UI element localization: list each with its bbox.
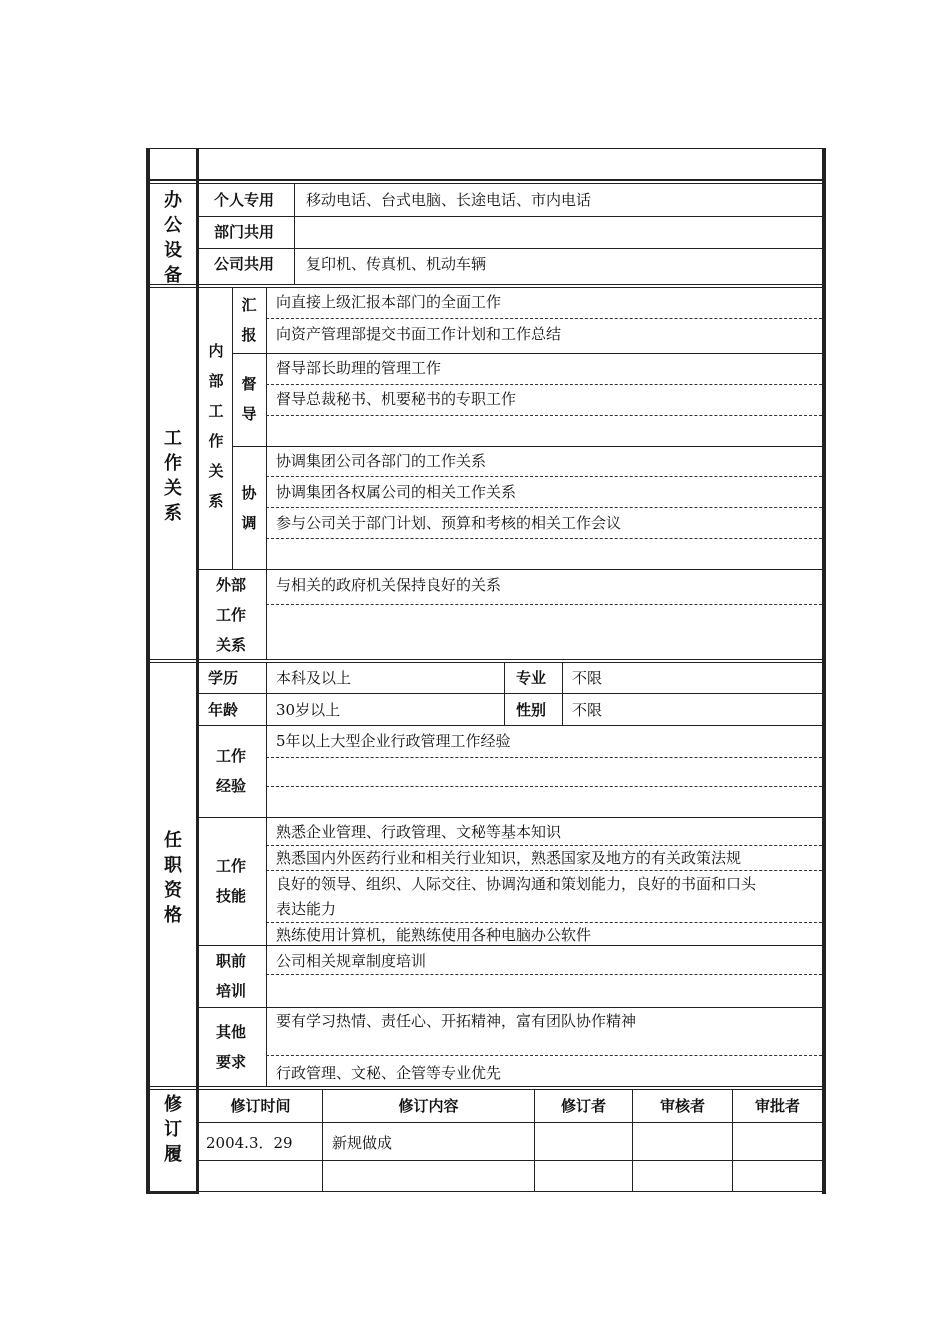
training-bottom-line [199,1007,822,1008]
table-bottom [199,1191,822,1192]
age-label: 年龄 [208,701,239,719]
rev-header-approver: 审批者 [754,1097,800,1115]
coordinate-dash-1 [266,476,822,477]
work-relations-title: 工作关系 [164,428,182,524]
coordinate-label: 协调 [241,484,257,532]
other-dash-1 [266,1055,822,1056]
training-label-2: 培训 [216,982,247,1000]
external-label-1: 外部 [216,576,247,594]
rev-header-content: 修订内容 [398,1097,459,1115]
revision-title: 修订履 [164,1094,182,1165]
title-column-divider [196,148,199,1194]
section-sep-4b [146,1089,826,1090]
skills-item-4: 表达能力 [276,900,337,918]
supervise-label: 督导 [241,375,257,423]
skills-item-3: 良好的领导、组织、人际交往、协调沟通和策划能力，良好的书面和口头 [276,875,757,893]
supervise-item-1: 督导部长助理的管理工作 [276,359,442,377]
experience-item-1: 5年以上大型企业行政管理工作经验 [276,732,511,750]
equip-label-company: 公司共用 [214,255,275,273]
major-value: 不限 [572,669,603,687]
coordinate-dash-2 [266,507,822,508]
training-dash-1 [266,974,822,975]
experience-dash-2 [266,786,822,787]
report-item-2: 向资产管理部提交书面工作计划和工作总结 [276,325,562,343]
equip-row-line-1 [199,216,822,217]
skills-item-5: 熟练使用计算机，能熟练使用各种电脑办公软件 [276,926,592,944]
skills-dash-1 [266,845,822,846]
internal-bottom-line [199,569,822,570]
internal-relations-label: 内部工作关系 [208,342,224,510]
section-sep-2 [146,284,826,285]
rev-row-line-1 [199,1122,822,1123]
equip-label-divider [294,184,295,284]
skills-bottom-line [199,945,822,946]
qual-row-line-2 [199,725,822,726]
report-item-1: 向直接上级汇报本部门的全面工作 [276,293,502,311]
major-label: 专业 [516,669,547,687]
coordinate-item-1: 协调集团公司各部门的工作关系 [276,452,487,470]
training-label-1: 职前 [216,952,247,970]
equip-label-personal: 个人专用 [214,191,275,209]
section-sep-1 [146,179,826,181]
skills-label-2: 技能 [216,887,247,905]
external-item-1: 与相关的政府机关保持良好的关系 [276,576,502,594]
qual-label-divider [266,663,267,1086]
qualifications-title: 任职资格 [164,830,182,926]
experience-bottom-line [199,817,822,818]
section-sep-3b [146,662,826,663]
other-label-1: 其他 [216,1023,247,1041]
frame-top [146,148,826,149]
equip-value-personal: 移动电话、台式电脑、长途电话、市内电话 [306,191,592,209]
other-item-1: 要有学习热情、责任心、开拓精神，富有团队协作精神 [276,1012,637,1030]
experience-label-2: 经验 [216,777,247,795]
rev-row1-content: 新规做成 [332,1134,393,1152]
frame-left-thick [146,148,150,1194]
external-label-2: 工作 [216,606,247,624]
section-sep-1b [146,183,826,184]
major-label-left [504,663,505,725]
supervise-dash-1 [266,384,822,385]
equip-row-line-2 [199,248,822,249]
supervise-dash-2 [266,415,822,416]
education-value: 本科及以上 [276,669,352,687]
other-item-2: 行政管理、文秘、企管等专业优先 [276,1064,502,1082]
office-equipment-title: 办公设备 [164,190,182,286]
rev-header-time: 修订时间 [230,1097,291,1115]
skills-item-1: 熟悉企业管理、行政管理、文秘等基本知识 [276,823,562,841]
supervise-bottom-line [232,446,822,447]
sub-label-divider [266,288,267,569]
section-sep-3 [146,659,826,660]
equip-label-department: 部门共用 [214,223,275,241]
education-label: 学历 [208,669,239,687]
training-item-1: 公司相关规章制度培训 [276,952,427,970]
rev-header-reviser: 修订者 [560,1097,606,1115]
experience-dash-1 [266,757,822,758]
skills-dash-2 [266,870,822,871]
report-label: 汇报 [241,296,257,344]
report-bottom-line [232,353,822,354]
section-sep-4 [146,1086,826,1087]
frame-bottom [146,1191,196,1194]
skills-label-1: 工作 [216,857,247,875]
skills-item-2: 熟悉国内外医药行业和相关行业知识，熟悉国家及地方的有关政策法规 [276,849,742,867]
rev-row1-time: 2004.3．29 [206,1134,293,1152]
coordinate-dash-3 [266,538,822,539]
rev-row-line-2 [199,1160,822,1161]
frame-right-thick [822,148,826,1194]
section-sep-2b [146,287,826,288]
experience-label-1: 工作 [216,747,247,765]
gender-value: 不限 [572,701,603,719]
external-label-3: 关系 [216,636,247,654]
external-divider [266,569,267,659]
external-dash-1 [266,604,822,605]
internal-col-divider [232,288,233,569]
coordinate-item-3: 参与公司关于部门计划、预算和考核的相关工作会议 [276,514,622,532]
supervise-item-2: 督导总裁秘书、机要秘书的专职工作 [276,390,517,408]
rev-header-reviewer: 审核者 [659,1097,705,1115]
gender-label: 性别 [516,701,547,719]
qual-row-line-1 [199,693,822,694]
other-label-2: 要求 [216,1053,247,1071]
coordinate-item-2: 协调集团各权属公司的相关工作关系 [276,483,517,501]
age-value: 30岁以上 [276,701,341,719]
report-dash-1 [266,318,822,319]
skills-dash-3 [266,922,822,923]
major-label-right [562,663,563,725]
job-description-form [146,148,826,1194]
equip-value-company: 复印机、传真机、机动车辆 [306,255,487,273]
